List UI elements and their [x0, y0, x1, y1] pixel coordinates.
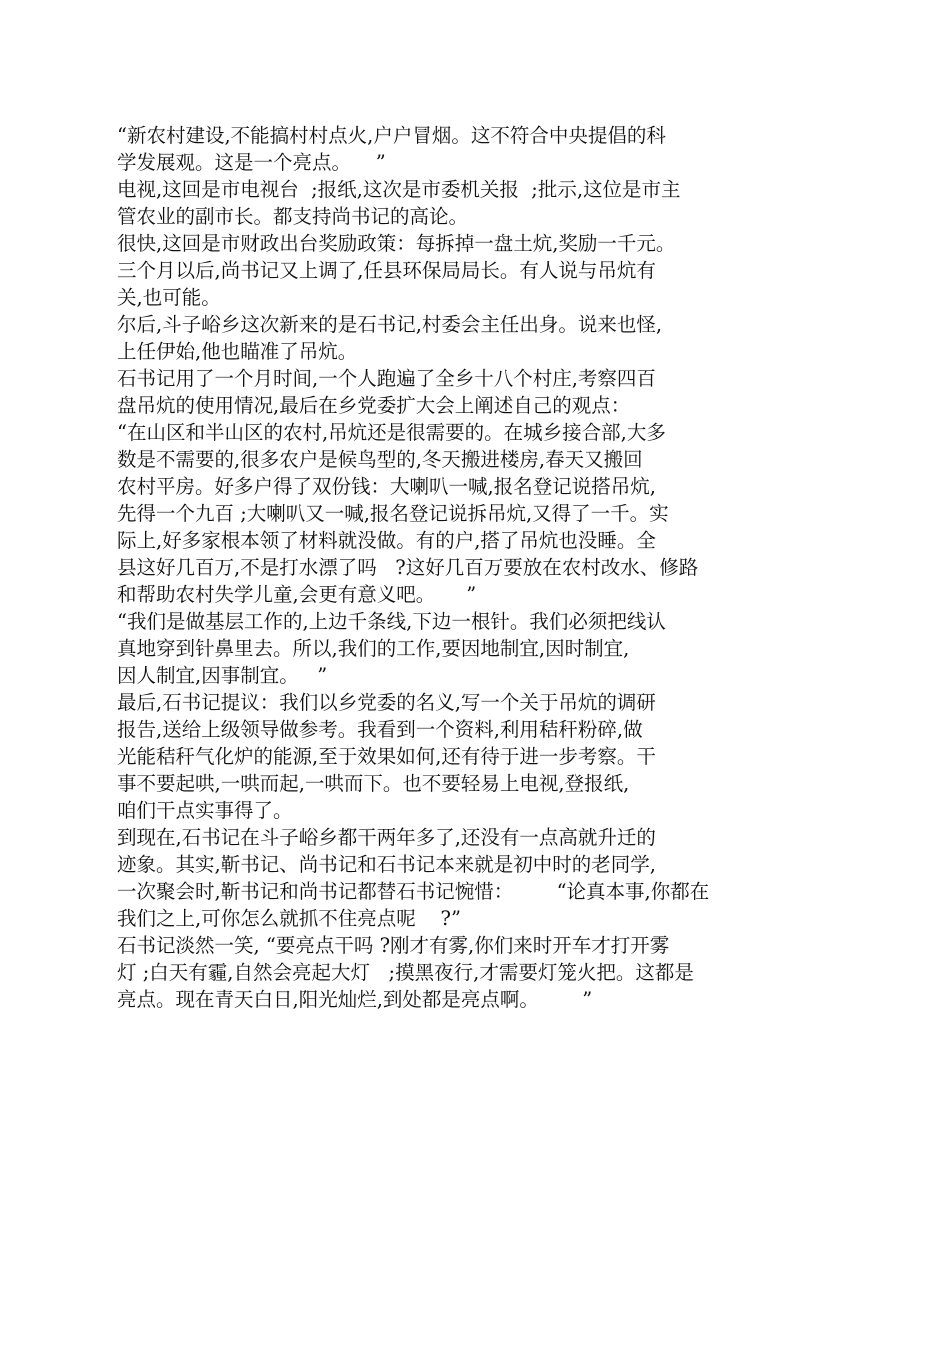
text-line: 很快,这回是市财政出台奖励政策：每拆掉一盘土炕,奖励一千元。 [117, 232, 676, 255]
text-line: 最后,石书记提议：我们以乡党委的名义,写一个关于吊炕的调研 [117, 691, 656, 714]
text-line: 咱们干点实事得了。 [117, 799, 293, 822]
text-line: 报告,送给上级领导做参考。我看到一个资料,利用秸秆粉碎,做 [117, 718, 643, 741]
text-line: 到现在,石书记在斗子峪乡都干两年多了,还没有一点高就升迁的 [117, 826, 656, 849]
text-line: 我们之上,可你怎么就抓不住亮点呢 ?” [117, 907, 461, 930]
text-line: “我们是做基层工作的,上边千条线,下边一根针。我们必须把线认 [117, 610, 666, 633]
text-line: 石书记淡然一笑, “要亮点干吗 ?刚才有雾,你们来时开车才打开雾 [117, 934, 670, 957]
text-line: 尔后,斗子峪乡这次新来的是石书记,村委会主任出身。说来也怪, [117, 313, 663, 336]
text-line: 石书记用了一个月时间,一个人跑遍了全乡十八个村庄,考察四百 [117, 367, 656, 390]
text-line: 管农业的副市长。都支持尚书记的高论。 [117, 205, 469, 228]
text-line: 迹象。其实,靳书记、尚书记和石书记本来就是初中时的老同学, [117, 853, 656, 876]
body-text [117, 122, 797, 1013]
text-line: 因人制宜,因事制宜。 ” [117, 664, 328, 687]
text-line: 际上,好多家根本领了材料就没做。有的户,搭了吊炕也没睡。全 [117, 529, 656, 552]
text-line: 三个月以后,尚书记又上调了,任县环保局局长。有人说与吊炕有 [117, 259, 656, 282]
text-line: 农村平房。好多户得了双份钱：大喇叭一喊,报名登记说搭吊炕, [117, 475, 656, 498]
text-line: 上任伊始,他也瞄准了吊炕。 [117, 340, 358, 363]
text-line: “新农村建设,不能搞村村点火,户户冒烟。这不符合中央提倡的科 [117, 124, 666, 147]
text-line: 光能秸秆气化炉的能源,至于效果如何,还有待于进一步考察。干 [117, 745, 656, 768]
text-line: “在山区和半山区的农村,吊炕还是很需要的。在城乡接合部,大多 [117, 421, 666, 444]
text-line: 数是不需要的,很多农户是候鸟型的,冬天搬进楼房,春天又搬回 [117, 448, 643, 471]
text-line: 先得一个九百 ;大喇叭又一喊,报名登记说拆吊炕,又得了一千。实 [117, 502, 669, 525]
text-line: 电视,这回是市电视台 ;报纸,这次是市委机关报 ;批示,这位是市主 [117, 178, 681, 201]
text-line: 关,也可能。 [117, 286, 221, 309]
text-line: 事不要起哄,一哄而起,一哄而下。也不要轻易上电视,登报纸, [117, 772, 630, 795]
text-line: 真地穿到针鼻里去。所以,我们的工作,要因地制宜,因时制宜, [117, 637, 630, 660]
text-line: 一次聚会时,靳书记和尚书记都替石书记惋惜： “论真本事,你都在 [117, 880, 710, 903]
text-line: 灯 ;白天有霾,自然会亮起大灯 ;摸黑夜行,才需要灯笼火把。这都是 [117, 961, 694, 984]
text-line: 盘吊炕的使用情况,最后在乡党委扩大会上阐述自己的观点： [117, 394, 631, 417]
text-line: 学发展观。这是一个亮点。 ” [117, 151, 386, 174]
text-line: 亮点。现在青天白日,阳光灿烂,到处都是亮点啊。 ” [117, 988, 593, 1011]
text-line: 县这好几百万,不是打水漂了吗 ?这好几百万要放在农村改水、修路 [117, 556, 699, 579]
text-line: 和帮助农村失学儿童,会更有意义吧。 ” [117, 583, 477, 606]
